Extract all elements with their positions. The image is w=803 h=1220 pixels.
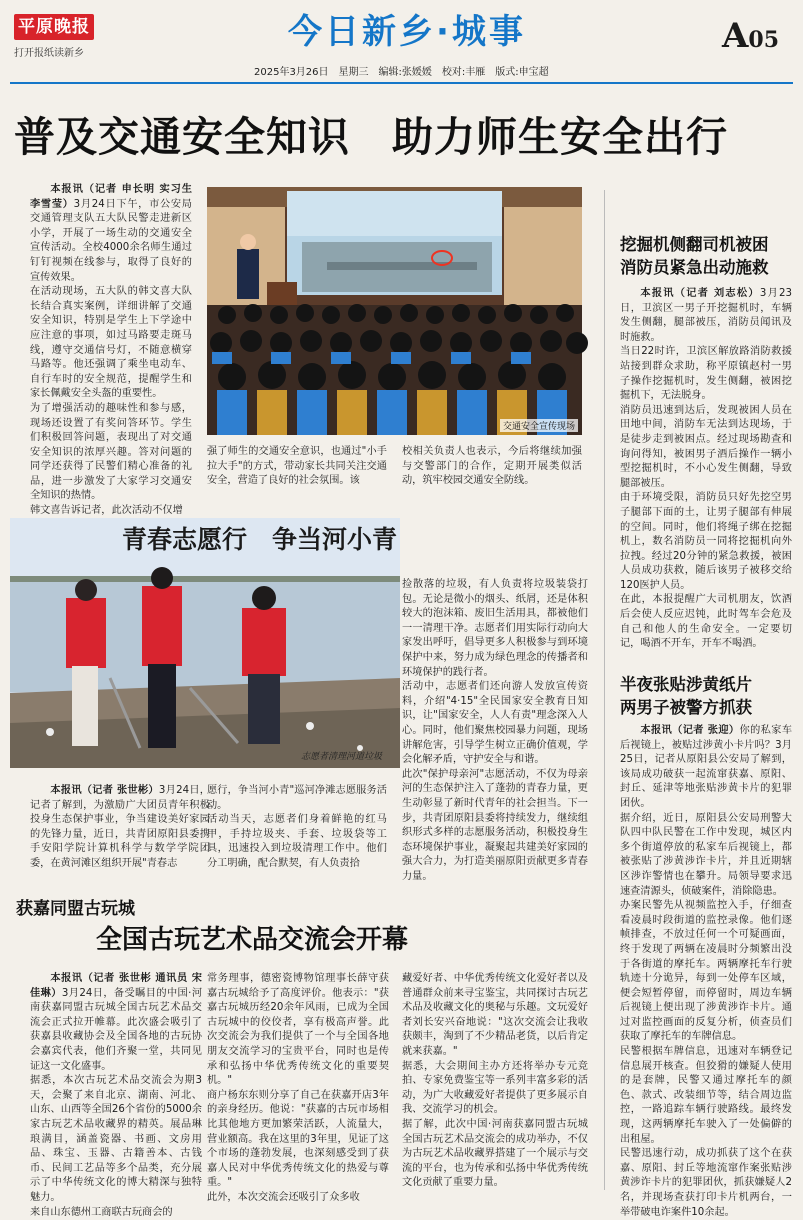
- antique-text-col1: 3月24日，备受瞩目的中国·河南获嘉同盟古玩城全国古玩艺术品交流会正式拉开帷幕。此次盛会吸引了获嘉县收藏协会及全国各地的古玩协会嘉宾代表，他们齐聚一堂，共同见证这一文化盛事。 据悉，本次古玩艺术品交流会为期3天，会聚了来自北京、湖南、河北、山东、山西等全国26个省份的5000余家古玩艺术品收藏界的精英。展品琳琅满目，涵盖瓷器、书画、文房用品、珠宝、玉器、古籍善本、古钱币、民间工艺品等多个品类，充分展示了中华传统文化的博大精深与独特魅力。 来自山东德州工商联古玩商会的: [30, 987, 203, 1218]
- volunteer-byline: 本报讯（记者 张世彬）: [50, 785, 159, 796]
- masthead-rule: [10, 82, 793, 84]
- antique-text-col2: 常务理事，德密瓷博物馆理事长薛守获嘉古玩城给予了高度评价。他表示："获嘉古玩城历经20余年风雨，已成为全国古玩城中的佼佼者，享有极高声誉。此次交流会为我们提供了一个与全国各地朋友交流学习的宝贵平台，同时也是传承和弘扬中华优秀传统文化的重要契机。" 商户杨东东则分享了自己在获嘉开店3年的亲身经历。他说："获嘉的古玩市场相比其他地方更加繁荣活跃，人流量大，营业额高。我在这里的3年里，见证了这个市场的蓬勃发展，也深刻感受到了获嘉人民对中华优秀传统文化的热爱与尊重。" 此外，本次交流会还吸引了众多收: [207, 973, 389, 1203]
- side1-byline: 本报讯（记者 刘志松）: [640, 288, 760, 299]
- antique-text-col3: 藏爱好者、中华优秀传统文化爱好者以及普通群众前来寻宝鉴宝，共同探讨古玩艺术品及收藏文化的奥秘与乐趣。文玩爱好者刘长安兴奋地说："这次交流会让我收获颇丰，淘到了不少精品老货，以后肯定就来获嘉。" 据悉，大会期间主办方还将举办专元竞拍、专家免费鉴宝等一系列丰富多彩的活动，为广大收藏爱好者提供了更多展示自我、交流学习的机会。 据了解，此次中国·河南获嘉同盟古玩城全国古玩艺术品交流会的成功举办，不仅为古玩艺术品收藏界搭建了一个展示与交流的平台，也为传承和弘扬中华优秀传统文化贡献了重要力量。: [402, 973, 588, 1189]
- volunteer-article-right: [402, 578, 588, 882]
- volunteer-headline: 青春志愿行 争当河小青: [122, 525, 398, 554]
- antique-article-col1: [30, 972, 203, 1218]
- side1-article: [620, 287, 792, 650]
- side1-text: 3月23日，卫滨区一男子开挖掘机时，车辆发生侧翻，腿部被压，消防员闻讯及时施救。 当日22时许，卫滨区解放路消防救援站接到群众求助，称平原镇赵村一男子操作挖掘机时，发生侧翻，被困挖掘机下，无法脱身。 消防员迅速到达后，发现被困人员在田地中间，消防车无法到达现场，于是徒步走到被困点。经过现场勘查和询问得知，被困男子酒后操作一辆小型挖掘机时，不小心发生侧翻，导致腿部被压。 由于环境受限，消防员只好先挖空男子腿部下面的土，让男子腿部有伸展的空间。同时，他们将绳子绑在挖掘机上，数名消防员一同将挖掘机向外拉拽。经过20分钟的紧急救援，被困人员成功获救，随后该男子被移交给120医护人员。 在此，本报提醒广大司机朋友，饮酒后会使人反应迟钝，此时驾车会危及自己和他人的生命安全。一定要切记，喝酒不开车，开车不喝酒。: [620, 288, 792, 650]
- side2-byline: 本报讯（记者 张迎）: [640, 725, 740, 736]
- volunteer-article-col2: [207, 784, 387, 876]
- antique-kicker: 获嘉同盟古玩城: [16, 899, 135, 919]
- section-title: 今日新乡·城事: [288, 12, 526, 52]
- main-article-col3: [402, 445, 582, 505]
- main-text-col1: 3月24日下午，市公安局交通管理支队五大队民警走进新区小学，开展了一场生动的交通安全宣传活动。全校4000余名师生通过钉钉视频在线参与，取得了良好的宣传效果。 在活动现场，五大队的韩文喜大队长结合真实案例，详细讲解了交通安全知识，特别是学生上下学途中应注意的事项，如过马路要走斑马线，遵守交通信号灯，不随意横穿马路等。他还强调了乘坐电动车、自行车时的安全规范，提醒学生和家长佩戴安全头盔的重要性。 为了增强活动的趣味性和参与感，现场还设置了有奖问答环节。学生们积极回答问题，表现出了对交通安全知识的浓厚兴趣。答对问题的同学还获得了民警们精心准备的礼品，进一步激发了大家学习交通安全知识的热情。 韩文喜告诉记者，此次活动不仅增: [30, 198, 192, 517]
- volunteer-text-col2: 愿行，争当河小青"巡河净滩志愿服务活动。 活动当天，志愿者们身着鲜艳的红马甲，手持垃圾夹、手套、垃圾袋等工具，迅速投入到垃圾清理工作中。他们分工明确，配合默契，有人负责拾: [207, 785, 387, 869]
- main-byline: 本报讯（记者 申长明 实习生 李雪莹）: [30, 184, 192, 210]
- dateline: 2025年3月26日 星期三 编辑:张媛媛 校对:丰雁 版式:申宝超: [254, 67, 549, 78]
- main-photo-caption: 交通安全宣传现场: [500, 419, 578, 432]
- volunteer-photo-caption: 志愿者清理河道垃圾: [300, 752, 382, 762]
- main-article-col1: [30, 183, 192, 517]
- antique-byline: 本报讯（记者 张世彬 通讯员 宋佳琳）: [30, 973, 202, 999]
- volunteer-text-right: 捡散落的垃圾，有人负责将垃圾装袋打包。无论是微小的烟头、纸屑，还是体积较大的泡沫箱、废旧生活用具，都被他们一一清理干净。志愿者们用实际行动向大家发出呼吁，倡导更多人积极参与到环境保护中来，努力成为绿色理念的传播者和环境保护的践行者。 活动中，志愿者们还向游人发放宣传资料，介绍"4·15"全民国家安全教育日知识，让"国家安全，人人有责"理念深入人心。同时，他们聚焦校园暴力问题，现场讲解危害，引导学生树立正确价值观，学会化解矛盾，守护安全与和谐。 此次"保护母亲河"志愿活动，不仅为母亲河的生态保护注入了蓬勃的青春力量，更生动彰显了新时代青年的社会担当。下一步，共青团原阳县委将持续发力，继续组织形式多样的志愿服务活动，积极投身生态环境保护事业，凝聚起共建美好家园的强大合力，为打造美丽原阳贡献更多青春力量。: [402, 579, 588, 882]
- main-text-col2: 强了师生的交通安全意识，也通过"小手拉大手"的方式，带动家长共同关注交通安全，营造了良好的社会氛围。该: [207, 446, 387, 487]
- volunteer-article-col1: [30, 784, 210, 876]
- side2-text: 你的私家车后视镜上，被贴过涉黄小卡片吗？3月25日，记者从原阳县公安局了解到，该局成功破获一起流窜获嘉、原阳、封丘、延津等地张贴涉黄卡片的犯罪团伙。 据介绍，近日，原阳县公安局刑警大队四中队民警在工作中发现，城区内多个街道停放的私家车后视镜上，都被张贴了涉黄涉诈卡片，并且近期辖区涉诈警情也在攀升。局领导要求迅速查清源头，侦破案件，消除隐患。 办案民警先从视频监控入手，仔细查看凌晨时段街道的监控录像。他们逐帧排查，不放过任何一个可疑画面，终于发现了两辆在凌晨时分频繁出没于各街道的摩托车。两辆摩托车行驶轨迹十分诡异，每到一处停车区域，便会短暂停留，而停留时，周边车辆后视镜上便出现了涉黄涉诈卡片。通过对监控画面的反复分析，侦查员们获取了摩托车的车牌信息。 民警根据车牌信息，迅速对车辆登记信息展开核查。但狡猾的嫌疑人使用的是套牌，民警又通过摩托车的颜色、款式、改装细节等，结合周边监控，一路追踪车辆行驶路线。最终发现，这两辆摩托车驶入了一处偏僻的出租屋。 民警迅速行动，成功抓获了这个在获嘉、原阳、封丘等地流窜作案张贴涉黄涉诈卡片的犯罪团伙，抓获嫌疑人2名，并现场查获打印卡片机两台，一举带破电诈案件10余起。: [620, 725, 793, 1218]
- antique-article-col2: [207, 972, 389, 1203]
- volunteer-text-col1: 3月24日，记者了解到，为激励广大团员青年积极投身生态保护事业，争当建设美好家园的先锋力量，近日，共青团原阳县委携手安阳学院计算机科学与数学学院团委，在黄河滩区组织开展"青春志: [30, 785, 210, 869]
- antique-article-col3: [402, 972, 588, 1194]
- newspaper-logo[interactable]: 平原晚报: [14, 14, 94, 40]
- page-number: A05: [722, 16, 780, 56]
- side2-article: [620, 724, 793, 1218]
- antique-headline: 全国古玩艺术品交流会开幕: [96, 925, 409, 955]
- column-divider: [604, 190, 605, 1190]
- masthead: [0, 0, 803, 88]
- side2-headline: 半夜张贴涉黄纸片 两男子被警方抓获: [620, 675, 752, 717]
- main-article-col2: [207, 445, 387, 505]
- side1-headline: 挖掘机侧翻司机被困 消防员紧急出动施救: [620, 235, 769, 277]
- main-headline: 普及交通安全知识 助力师生安全出行: [14, 113, 728, 161]
- logo-subtitle: 打开报纸读新乡: [14, 48, 84, 59]
- classroom-photo-illustration: [207, 187, 582, 435]
- main-photo: [207, 187, 582, 435]
- main-text-col3: 校相关负责人也表示，今后将继续加强与交警部门的合作，定期开展类似活动，筑牢校园交通安全防线。: [402, 446, 582, 487]
- volunteer-photo: [10, 518, 400, 768]
